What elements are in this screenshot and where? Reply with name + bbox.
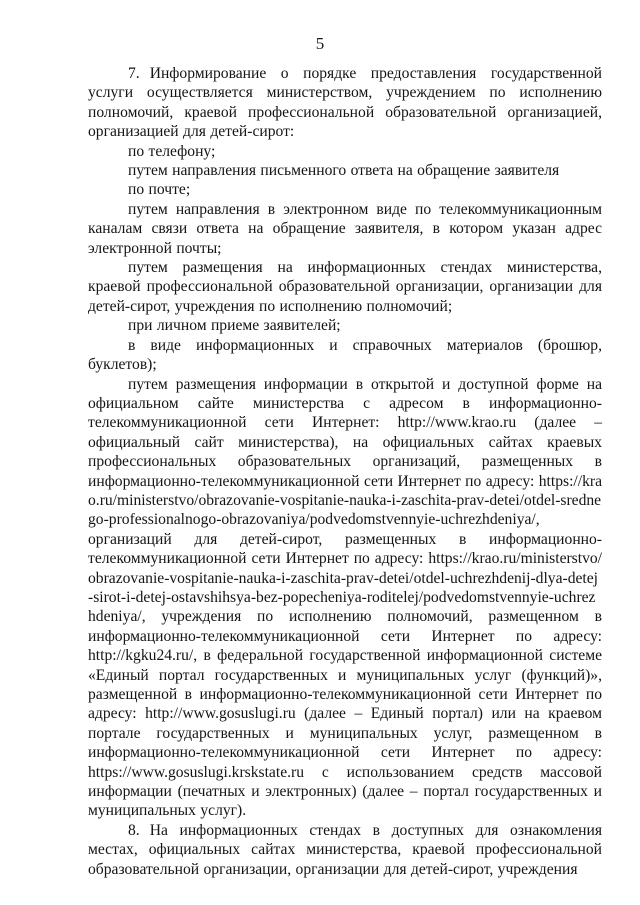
page-number: 5: [315, 34, 325, 53]
list-item-by-mail: по почте;: [128, 181, 191, 199]
orphan-orgs-text: организаций для детей-сирот, размещенных в информационно-телекоммуникационной сети Интернет по адресу:: [88, 530, 602, 568]
paragraph-8-text: На информационных стендах в доступных для ознакомления местах, официальных сайтах министерства, краевой профессиональной образовательной организации, организации для детей-сирот, учреждения: [88, 821, 602, 878]
list-item-by-phone: по телефону;: [128, 142, 216, 160]
document-body: [88, 64, 602, 879]
list-item-electronic: путем направления в электронном виде по телекоммуникационным каналам связи ответа на обращение заявителя, в котором указан адрес электронной почты;: [88, 200, 602, 257]
list-item-info-stands: путем размещения на информационных стендах министерства, краевой профессиональной образовательной организации, организации для детей-сирот, учреждения по исполнению полномочий;: [88, 259, 602, 315]
paragraph-8: [88, 821, 602, 879]
spo-institutions-url: https://krao.ru/ministerstvo/obrazovanie-vospitanie-nauka-i-zaschita-prav-detei/otdel-srednego-professionalnogo-obrazovaniya/podvedomstvennyie-uchrezhdeniya/,: [88, 472, 602, 529]
list-item-website: [88, 375, 602, 821]
list-item-in-person: при личном приеме заявителей;: [128, 317, 341, 335]
list-item-written-reply: путем направления письменного ответа на обращение заявителя: [128, 162, 560, 180]
website-intro-text: путем размещения информации в открытой и доступной форме на официальном сайте министерства с адресом в информационно-телекоммуникационной сети Интернет: http://www.krao.ru (далее – официальный сайт министерства), на официальных сайтах краевых профессиональных образовательных организаций, размещенных в информационно-телекоммуникационной сети Интернет по адресу:: [88, 375, 602, 490]
paragraph-7: [88, 64, 602, 142]
paragraph-7-number: 7.: [128, 65, 140, 82]
institution-site-text: учреждения по исполнению полномочий, размещенном в информационно-телекоммуникационной сети Интернет по адресу: http://kgku24.ru/, в федеральной государственной информационной системе «Единый портал государственных и муниципальных услуг (функций)», размещенной в информационно-телекоммуникационной сети Интернет по адресу: http://www.gosuslugi.ru (далее – Единый портал) или на краевом портале государственных и муниципальных услуг, размещенном в информационно-телекоммуникационной сети Интернет по адресу: https://www.gosuslugi.krskstate.ru с использованием средств массовой информации (печатных и электронных) (далее – портал государственных и муниципальных услуг).: [88, 608, 602, 820]
orphan-institutions-url: https://krao.ru/ministerstvo/obrazovanie-vospitanie-nauka-i-zaschita-prav-detei/otdel-uchrezhdenij-dlya-detej-sirot-i-detej-ostavshihsya-bez-popecheniya-roditelej/podvedomstvennyie-uchrezhdeniya/,: [88, 550, 603, 626]
list-item-brochures: в виде информационных и справочных материалов (брошюр, буклетов);: [88, 336, 602, 374]
paragraph-7-text: Информирование о порядке предоставления государственной услуги осуществляется министерством, учреждением по исполнению полномочий, краевой профессиональной образовательной организацией, организацией для детей-сирот:: [88, 65, 602, 141]
paragraph-8-number: 8.: [128, 821, 140, 839]
